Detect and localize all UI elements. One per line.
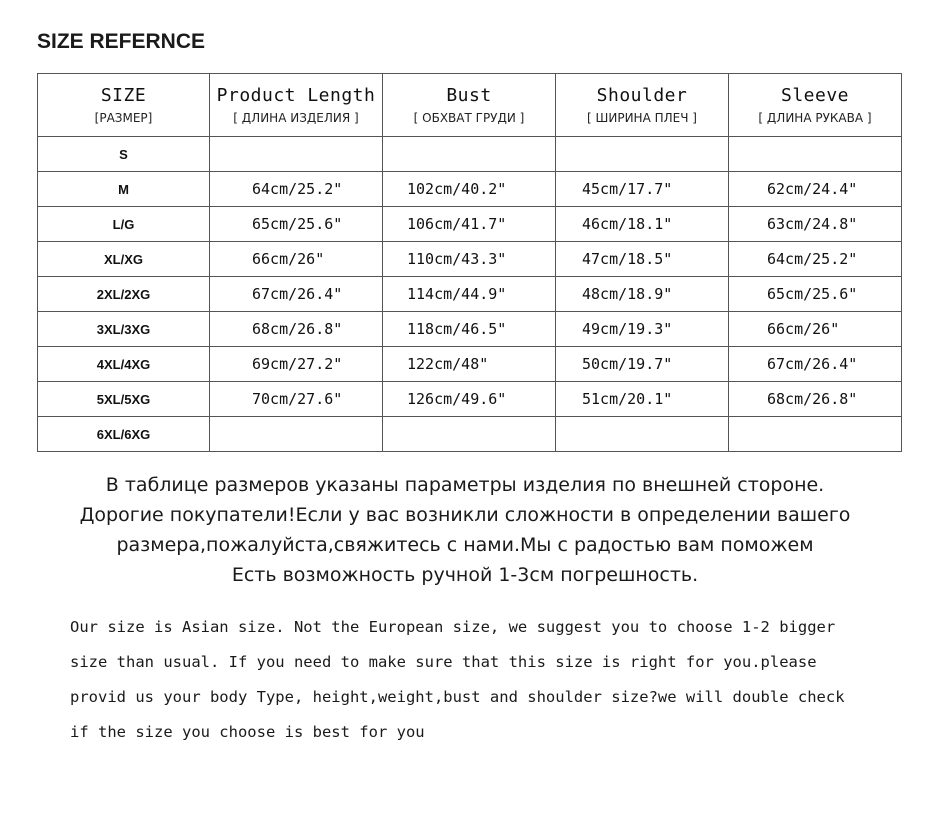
header-label: Bust bbox=[446, 85, 492, 106]
bust-cell: 126cm/49.6" bbox=[383, 382, 556, 417]
table-row bbox=[38, 137, 902, 172]
size-cell: 6XL/6XG bbox=[38, 417, 210, 452]
shoulder-cell: 47cm/18.5" bbox=[556, 242, 729, 277]
sleeve-cell: 66cm/26" bbox=[729, 312, 902, 347]
table-row bbox=[38, 207, 902, 242]
size-cell: 3XL/3XG bbox=[38, 312, 210, 347]
header-label: Sleeve bbox=[780, 85, 850, 106]
russian-notice-line: Есть возможность ручной 1-3см погрешность. bbox=[231, 564, 699, 586]
russian-notice-line: Дорогие покупатели!Если у вас возникли сложности в определении вашего bbox=[79, 504, 851, 526]
size-chart-table bbox=[37, 73, 902, 452]
bust-cell bbox=[383, 137, 556, 172]
length-cell: 65cm/25.6" bbox=[210, 207, 383, 242]
sleeve-cell: 67cm/26.4" bbox=[729, 347, 902, 382]
english-notice-line: if the size you choose is best for you bbox=[70, 723, 425, 741]
russian-notice bbox=[20, 470, 910, 590]
size-cell: M bbox=[38, 172, 210, 207]
bust-cell: 106cm/41.7" bbox=[383, 207, 556, 242]
shoulder-cell: 50cm/19.7" bbox=[556, 347, 729, 382]
table-row bbox=[38, 417, 902, 452]
shoulder-cell: 46cm/18.1" bbox=[556, 207, 729, 242]
english-notice-line: Our size is Asian size. Not the European size, we suggest you to choose 1-2 bigger bbox=[70, 618, 836, 636]
size-cell: 4XL/4XG bbox=[38, 347, 210, 382]
sleeve-cell: 62cm/24.4" bbox=[729, 172, 902, 207]
header-shoulder bbox=[556, 74, 729, 137]
header-product-length bbox=[210, 74, 383, 137]
length-cell: 68cm/26.8" bbox=[210, 312, 383, 347]
shoulder-cell bbox=[556, 417, 729, 452]
header-bust bbox=[383, 74, 556, 137]
header-label: SIZE bbox=[100, 85, 147, 106]
sleeve-cell: 63cm/24.8" bbox=[729, 207, 902, 242]
table-row bbox=[38, 347, 902, 382]
shoulder-cell: 49cm/19.3" bbox=[556, 312, 729, 347]
russian-notice-line: В таблице размеров указаны параметры изделия по внешней стороне. bbox=[105, 474, 825, 496]
sleeve-cell: 65cm/25.6" bbox=[729, 277, 902, 312]
sleeve-cell bbox=[729, 417, 902, 452]
length-cell: 66cm/26" bbox=[210, 242, 383, 277]
page-title: SIZE REFERNCE bbox=[37, 30, 206, 53]
sleeve-cell bbox=[729, 137, 902, 172]
header-label: Product Length bbox=[216, 85, 376, 106]
header-sublabel: [ ДЛИНА РУКАВА ] bbox=[758, 111, 872, 125]
sleeve-cell: 68cm/26.8" bbox=[729, 382, 902, 417]
table-row bbox=[38, 382, 902, 417]
shoulder-cell: 45cm/17.7" bbox=[556, 172, 729, 207]
shoulder-cell bbox=[556, 137, 729, 172]
size-cell: XL/XG bbox=[38, 242, 210, 277]
bust-cell: 102cm/40.2" bbox=[383, 172, 556, 207]
sleeve-cell: 64cm/25.2" bbox=[729, 242, 902, 277]
bust-cell bbox=[383, 417, 556, 452]
table-header-row bbox=[38, 74, 902, 137]
length-cell: 67cm/26.4" bbox=[210, 277, 383, 312]
english-notice-line: size than usual. If you need to make sure that this size is right for you.please bbox=[70, 653, 817, 671]
bust-cell: 122cm/48" bbox=[383, 347, 556, 382]
shoulder-cell: 48cm/18.9" bbox=[556, 277, 729, 312]
bust-cell: 110cm/43.3" bbox=[383, 242, 556, 277]
length-cell: 69cm/27.2" bbox=[210, 347, 383, 382]
english-notice-line: provid us your body Type, height,weight,bust and shoulder size?we will double check bbox=[70, 688, 845, 706]
table-row bbox=[38, 312, 902, 347]
table-row bbox=[38, 172, 902, 207]
shoulder-cell: 51cm/20.1" bbox=[556, 382, 729, 417]
russian-notice-line: размера,пожалуйста,свяжитесь с нами.Мы с радостью вам поможем bbox=[116, 534, 814, 556]
header-sublabel: [РАЗМЕР] bbox=[94, 111, 153, 125]
bust-cell: 114cm/44.9" bbox=[383, 277, 556, 312]
size-cell: L/G bbox=[38, 207, 210, 242]
length-cell bbox=[210, 137, 383, 172]
bust-cell: 118cm/46.5" bbox=[383, 312, 556, 347]
header-sublabel: [ ДЛИНА ИЗДЕЛИЯ ] bbox=[233, 111, 359, 125]
table-row bbox=[38, 277, 902, 312]
english-notice bbox=[70, 610, 915, 750]
size-cell: S bbox=[38, 137, 210, 172]
header-label: Shoulder bbox=[596, 85, 688, 106]
header-size bbox=[38, 74, 210, 137]
length-cell: 70cm/27.6" bbox=[210, 382, 383, 417]
size-cell: 5XL/5XG bbox=[38, 382, 210, 417]
header-sleeve bbox=[729, 74, 902, 137]
length-cell: 64cm/25.2" bbox=[210, 172, 383, 207]
header-sublabel: [ ОБХВАТ ГРУДИ ] bbox=[413, 111, 525, 125]
table-row bbox=[38, 242, 902, 277]
length-cell bbox=[210, 417, 383, 452]
size-cell: 2XL/2XG bbox=[38, 277, 210, 312]
header-sublabel: [ ШИРИНА ПЛЕЧ ] bbox=[587, 111, 697, 125]
